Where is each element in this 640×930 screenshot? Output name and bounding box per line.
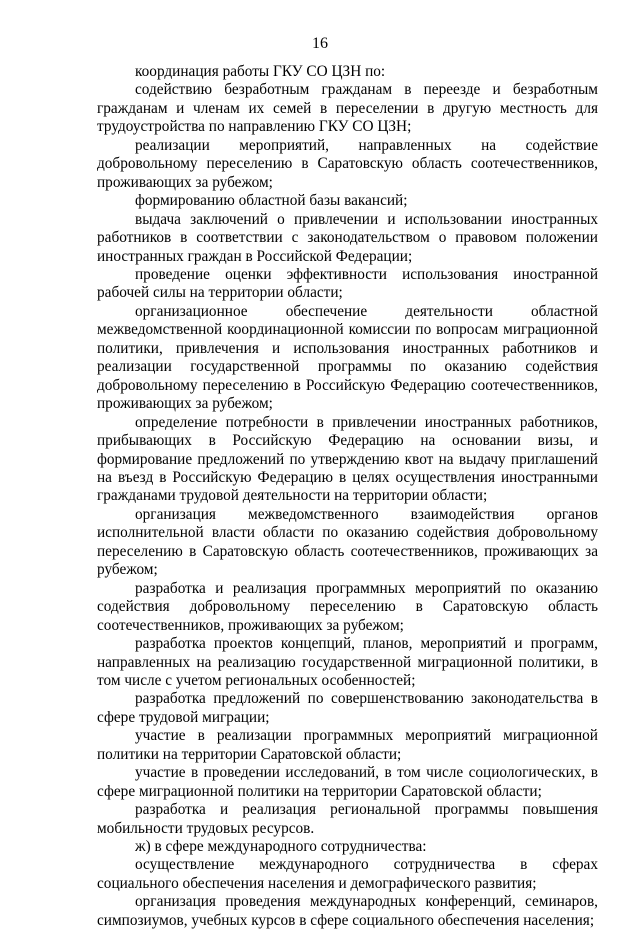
paragraph-migration-policy-participation: участие в реализации программных мероприятий миграционной политики на территории Саратовской области; xyxy=(97,727,598,763)
paragraph-vacancy-database: формированию областной базы вакансий; xyxy=(135,192,408,210)
paragraph-foreign-workers-conclusions: выдача заключений о привлечении и использовании иностранных работников в соответствии с законодательством о правовом положении иностранных граждан в Российской Федерации; xyxy=(97,210,598,265)
paragraph-international-cooperation-heading: ж) в сфере международного сотрудничества: xyxy=(135,838,427,856)
paragraph-concepts-development: разработка проектов концепций, планов, мероприятий и программ, направленных на реализацию государственной миграционной политики, в том числе с учетом региональных особенностей; xyxy=(97,635,598,689)
paragraph-foreign-workers-demand: определение потребности в привлечении иностранных работников, прибывающих в Российскую Федерацию на основании визы, и формирование предложений по утверждению квот на выдачу приглашений на въезд в Российскую Федерацию в целях осуществления иностранными гражданами трудовой деятельности на территории области; xyxy=(97,413,598,505)
paragraph-interagency-cooperation: организация межведомственного взаимодействия органов исполнительной власти области по оказанию содействия добровольному переселению в Саратовскую область соотечественников, проживающих за рубежом; xyxy=(97,505,598,579)
page-number: 16 xyxy=(312,35,328,52)
paragraph-labor-efficiency-assessment: проведение оценки эффективности использования иностранной рабочей силы на территории области; xyxy=(97,265,598,302)
paragraph-coordination-heading: координация работы ГКУ СО ЦЗН по: xyxy=(135,63,386,80)
document-body xyxy=(97,63,598,930)
paragraph-labor-mobility-program: разработка и реализация региональной программы повышения мобильности трудовых ресурсов. xyxy=(97,801,598,837)
paragraph-international-cooperation: осуществление международного сотрудничества в сферах социального обеспечения населения и демографического развития; xyxy=(97,856,598,892)
paragraph-program-measures: разработка и реализация программных мероприятий по оказанию содействия добровольному переселению в Саратовскую область соотечественников, проживающих за рубежом; xyxy=(97,579,598,634)
paragraph-compatriots-measures: реализации мероприятий, направленных на содействие добровольному переселению в Саратовскую область соотечественников, проживающих за рубежом; xyxy=(97,136,598,191)
paragraph-research-participation: участие в проведении исследований, в том числе социологических, в сфере миграционной политики на территории Саратовской области; xyxy=(97,764,598,800)
paragraph-legislation-proposals: разработка предложений по совершенствованию законодательства в сфере трудовой миграции; xyxy=(97,690,598,726)
paragraph-relocation-assistance: содействию безработным гражданам в переезде и безработным гражданам и членам их семей в переселении в другую местность для трудоустройства по направлению ГКУ СО ЦЗН; xyxy=(97,81,598,136)
paragraph-interdepartmental-commission: организационное обеспечение деятельности областной межведомственной координационной комиссии по вопросам миграционной политики, привлечения и использования иностранных работников и реализации государственной программы по оказанию содействия добровольному переселению в Российскую Федерацию соотечественников, проживающих за рубежом; xyxy=(97,302,598,413)
paragraph-international-conferences: организация проведения международных конференций, семинаров, симпозиумов, учебных курсов в сфере социального обеспечения населения; xyxy=(97,893,598,929)
